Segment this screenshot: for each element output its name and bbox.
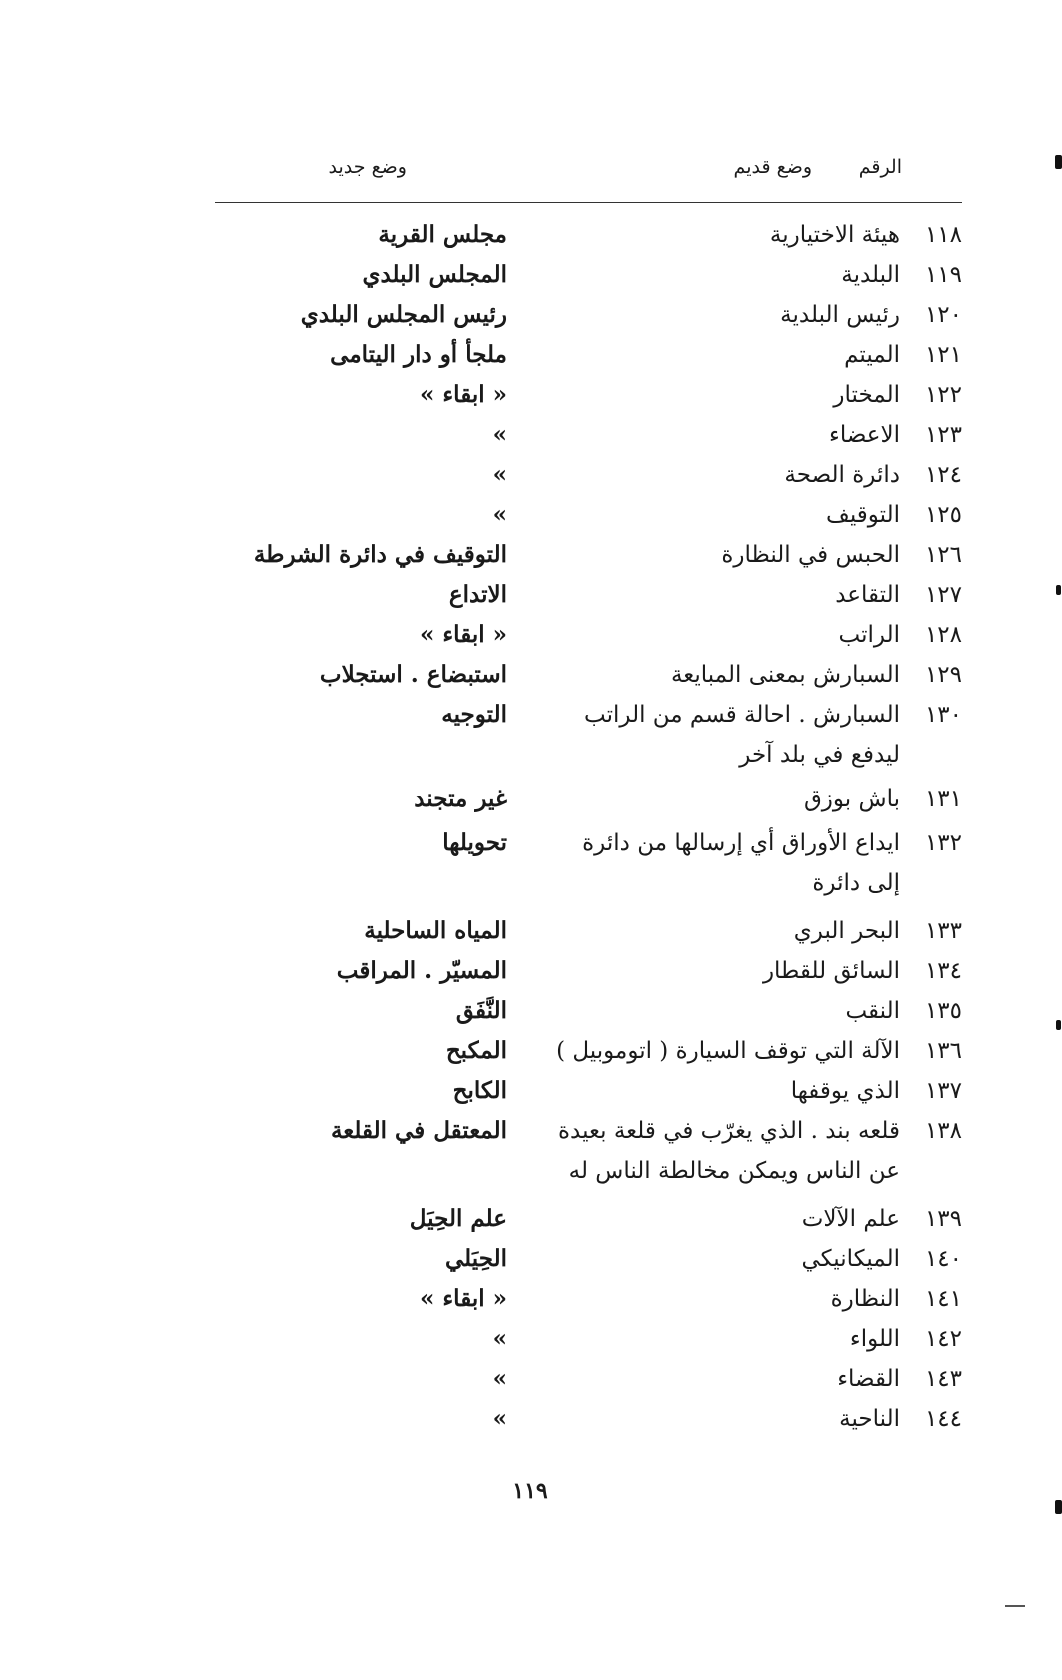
table-row bbox=[0, 1031, 1062, 1071]
table-row bbox=[0, 495, 1062, 535]
scan-dash bbox=[1005, 1605, 1025, 1607]
entry-new-term: المكبح bbox=[445, 1037, 507, 1064]
entry-new-term: المسيّر . المراقب bbox=[336, 957, 507, 984]
entry-old-term: النظارة bbox=[830, 1286, 900, 1312]
header-rule bbox=[215, 202, 962, 203]
entry-number: ١٢٢ bbox=[924, 382, 962, 408]
entry-number: ١٢٥ bbox=[924, 502, 962, 528]
entry-number: ١١٩ bbox=[924, 262, 962, 288]
entry-new-term: علم الحِيَل bbox=[409, 1205, 507, 1232]
table-row bbox=[0, 415, 1062, 455]
entry-number: ١٢٧ bbox=[924, 582, 962, 608]
entry-new-term: » bbox=[492, 1365, 507, 1392]
table-row bbox=[0, 255, 1062, 295]
entry-new-term: » bbox=[492, 501, 507, 528]
table-row bbox=[0, 779, 1062, 823]
table-row bbox=[0, 295, 1062, 335]
header-number-label: الرقم bbox=[858, 156, 902, 178]
entry-old-term: الذي يوقفها bbox=[790, 1078, 900, 1104]
entry-new-term: الاتداع bbox=[448, 581, 507, 608]
entry-old-term: ايداع الأوراق أي إرسالها من دائرة إلى دائرة bbox=[582, 830, 900, 896]
entry-old-term: البحر البري bbox=[793, 918, 900, 944]
table-row bbox=[0, 375, 1062, 415]
entry-old-term: الآلة التي توقف السيارة ( اتوموبيل ) bbox=[556, 1038, 900, 1064]
entry-old-term: الميكانيكي bbox=[801, 1246, 900, 1272]
scan-mark bbox=[1056, 585, 1061, 595]
entry-new-term: مجلس القرية bbox=[378, 221, 507, 248]
entry-old-term: باش بوزق bbox=[803, 786, 900, 812]
entry-old-term: قلعه بند . الذي يغرّب في قلعة بعيدة عن الناس ويمكن مخالطة الناس له bbox=[557, 1118, 900, 1184]
entry-old-term: هيئة الاختيارية bbox=[769, 222, 900, 248]
entry-old-term: رئيس البلدية bbox=[780, 302, 900, 328]
table-row bbox=[0, 1199, 1062, 1239]
table-row bbox=[0, 575, 1062, 615]
entry-number: ١٣٥ bbox=[924, 998, 962, 1024]
entry-new-term: » bbox=[492, 421, 507, 448]
entry-new-term: » bbox=[492, 1405, 507, 1432]
entry-new-term: الكابح bbox=[452, 1077, 507, 1104]
entry-new-term: استبضاع . استجلاب bbox=[319, 661, 507, 688]
table-row bbox=[0, 535, 1062, 575]
entry-number: ١٢٩ bbox=[924, 662, 962, 688]
entry-new-term: التوقيف في دائرة الشرطة bbox=[253, 541, 507, 568]
entry-old-term: علم الآلات bbox=[801, 1206, 900, 1232]
entry-new-term: » bbox=[492, 1325, 507, 1352]
entry-new-term: ملجأ أو دار اليتامى bbox=[330, 341, 507, 368]
entry-number: ١٢٠ bbox=[924, 302, 962, 328]
table-row bbox=[0, 1399, 1062, 1439]
entries-table bbox=[0, 215, 1062, 1439]
entry-new-term: المجلس البلدي bbox=[362, 261, 507, 288]
page-number: ١١٩ bbox=[512, 1478, 548, 1504]
entry-number: ١٣٦ bbox=[924, 1038, 962, 1064]
table-row bbox=[0, 951, 1062, 991]
header-old-label: وضع قديم bbox=[733, 156, 812, 178]
entry-number: ١٣٨ bbox=[924, 1118, 962, 1144]
entry-number: ١٣٧ bbox=[924, 1078, 962, 1104]
entry-old-term: اللواء bbox=[849, 1326, 900, 1352]
scan-mark bbox=[1055, 155, 1062, 169]
entry-old-term: الناحية bbox=[839, 1406, 900, 1432]
entry-old-term: الاعضاء bbox=[829, 422, 900, 448]
entry-number: ١٤٠ bbox=[924, 1246, 962, 1272]
entry-old-term: الميتم bbox=[844, 342, 900, 368]
entry-old-term: البلدية bbox=[841, 262, 900, 288]
entry-number: ١٤٢ bbox=[924, 1326, 962, 1352]
entry-number: ١٤١ bbox=[924, 1286, 962, 1312]
entry-old-term: التقاعد bbox=[835, 582, 900, 608]
entry-new-term: الحِيَلي bbox=[445, 1245, 507, 1272]
entry-number: ١٢٤ bbox=[924, 462, 962, 488]
entry-old-term: السائق للقطار bbox=[762, 958, 900, 984]
entry-new-term: المياه الساحلية bbox=[364, 917, 507, 944]
entry-new-term: « ابقاء » bbox=[419, 621, 507, 648]
entry-number: ١٣٤ bbox=[924, 958, 962, 984]
entry-old-term: التوقيف bbox=[826, 502, 900, 528]
table-row bbox=[0, 1239, 1062, 1279]
entry-old-term: القضاء bbox=[837, 1366, 900, 1392]
entry-new-term: رئيس المجلس البلدي bbox=[300, 301, 507, 328]
entry-new-term: المعتقل في القلعة bbox=[330, 1117, 507, 1144]
entry-number: ١٢٨ bbox=[924, 622, 962, 648]
table-row bbox=[0, 455, 1062, 495]
table-row bbox=[0, 1111, 1062, 1199]
table-row bbox=[0, 823, 1062, 911]
entry-new-term: « ابقاء » bbox=[419, 381, 507, 408]
table-row bbox=[0, 1319, 1062, 1359]
entry-old-term: الراتب bbox=[838, 622, 900, 648]
entry-old-term: السبارش . احالة قسم من الراتب ليدفع في بلد آخر bbox=[584, 702, 900, 768]
entry-number: ١٣٠ bbox=[924, 702, 962, 728]
entry-number: ١٢٣ bbox=[924, 422, 962, 448]
table-row bbox=[0, 911, 1062, 951]
entry-number: ١٣٩ bbox=[924, 1206, 962, 1232]
table-row bbox=[0, 215, 1062, 255]
table-row bbox=[0, 1359, 1062, 1399]
entry-number: ١١٨ bbox=[924, 222, 962, 248]
header-new-label: وضع جديد bbox=[328, 156, 407, 178]
entry-number: ١٢٦ bbox=[924, 542, 962, 568]
entry-old-term: دائرة الصحة bbox=[784, 462, 900, 488]
entry-new-term: » bbox=[492, 461, 507, 488]
table-row bbox=[0, 991, 1062, 1031]
table-row bbox=[0, 1071, 1062, 1111]
entry-new-term: غير متجند bbox=[414, 785, 507, 812]
entry-new-term: النَّفَق bbox=[455, 997, 507, 1024]
entry-old-term: الحبس في النظارة bbox=[721, 542, 900, 568]
entry-new-term: « ابقاء » bbox=[419, 1285, 507, 1312]
scan-mark bbox=[1055, 1500, 1062, 1514]
entry-number: ١٣٢ bbox=[924, 830, 962, 856]
table-row bbox=[0, 655, 1062, 695]
table-row bbox=[0, 335, 1062, 375]
table-row bbox=[0, 695, 1062, 779]
entry-new-term: تحويلها bbox=[442, 829, 507, 856]
entry-number: ١٤٤ bbox=[924, 1406, 962, 1432]
scan-mark bbox=[1056, 1020, 1061, 1030]
entry-number: ١٣١ bbox=[924, 786, 962, 812]
entry-old-term: السبارش بمعنى المبايعة bbox=[670, 662, 900, 688]
entry-old-term: النقب bbox=[845, 998, 900, 1024]
table-row bbox=[0, 1279, 1062, 1319]
entry-number: ١٢١ bbox=[924, 342, 962, 368]
entry-old-term: المختار bbox=[833, 382, 900, 408]
entry-new-term: التوجيه bbox=[441, 701, 507, 728]
table-row bbox=[0, 615, 1062, 655]
entry-number: ١٤٣ bbox=[924, 1366, 962, 1392]
entry-number: ١٣٣ bbox=[924, 918, 962, 944]
